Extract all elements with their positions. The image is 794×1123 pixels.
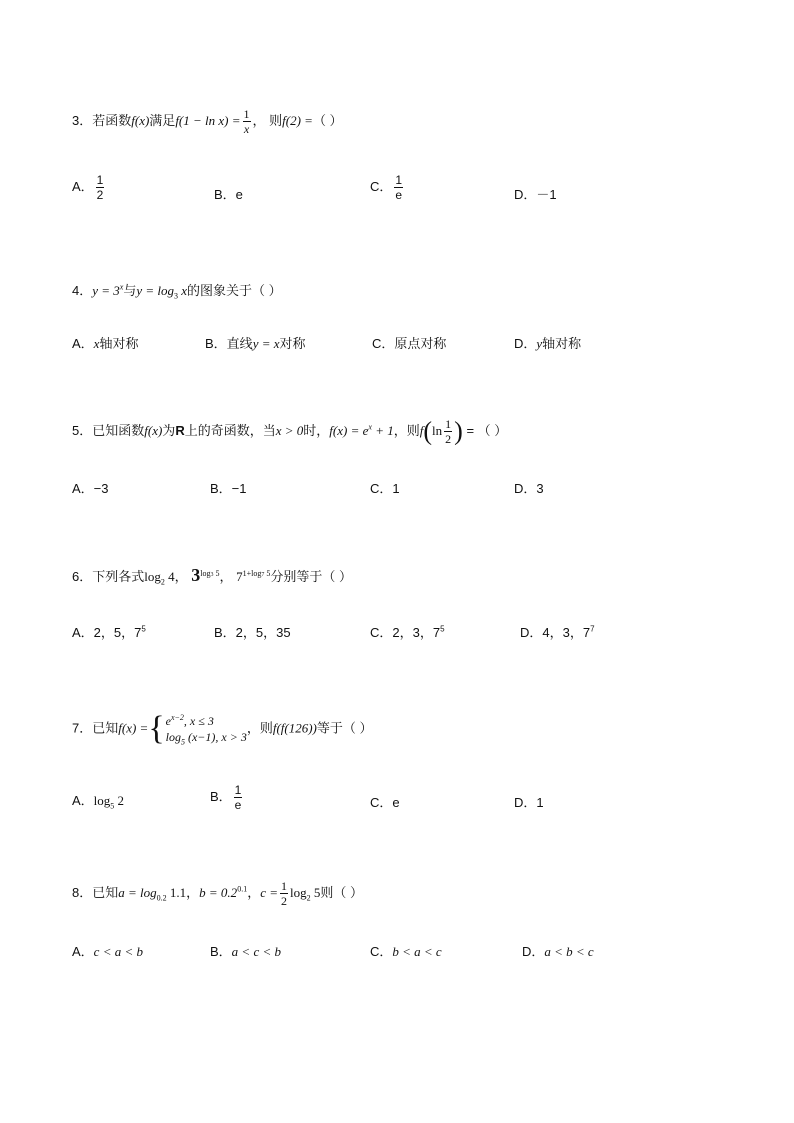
question-7-stem: 7．已知f(x) = { $e^{x-2}$, x ≤ 3 $\log_5 (x-1)$, x > 3 ，则f(f(126))等于（ ） (72, 710, 373, 747)
option-b[interactable]: B．直线y = x对称 (205, 336, 306, 351)
option-a[interactable]: A． $\frac{1}{2}$ (72, 173, 104, 202)
question-7-options (0, 784, 794, 824)
option-d[interactable]: D．1 (514, 795, 544, 810)
question-number: 3． (72, 112, 93, 128)
fraction: $\frac{1}{x}$ (243, 107, 250, 136)
question-5-options (0, 478, 794, 518)
question-4-stem: 4．$y = 3^x$与$y = \log_3 x$的图象关于（ ） (72, 282, 282, 301)
option-b[interactable]: B．e (214, 187, 243, 202)
question-3-stem: 3．若函数f(x)满足f(1 − ln x) = $\frac{1}{x}$ ， 则f(2) =（ ） (72, 107, 343, 136)
option-d[interactable]: D．y轴对称 (514, 336, 582, 351)
option-b[interactable]: B．−1 (210, 481, 247, 496)
option-c[interactable]: C．原点对称 (372, 336, 447, 351)
option-a[interactable]: A．−3 (72, 481, 109, 496)
option-b[interactable]: B． $\frac{1}{e}$ (210, 783, 242, 812)
option-c[interactable]: C．2，3，$7^5$ (370, 624, 445, 640)
option-c[interactable]: C． $\frac{1}{e}$ (370, 173, 403, 202)
option-a[interactable]: A．$\log_5 2$ (72, 793, 125, 811)
question-6-stem: 6．下列各式$\log_2 4$， $3^{log3 5}$， $7^{1+log7 5}$分别等于（ ） (72, 565, 352, 587)
option-c[interactable]: C．1 (370, 481, 400, 496)
option-d[interactable]: D．－1 (514, 187, 557, 202)
option-d[interactable]: D．a < b < c (522, 944, 594, 959)
option-c[interactable]: C．e (370, 795, 400, 810)
question-8-stem: 8．已知$a = \log_{0.2} 1.1$，$b = 0.2^{0.1}$，c = $\frac{1}{2}$ $\log_2 5$则（ ） (72, 879, 363, 908)
question-3-options (0, 174, 794, 214)
option-a[interactable]: A．2，5，$7^5$ (72, 624, 146, 640)
option-d[interactable]: D．4，3，$7^7$ (520, 624, 595, 640)
option-d[interactable]: D．3 (514, 481, 544, 496)
option-b[interactable]: B．a < c < b (210, 944, 281, 959)
option-c[interactable]: C．b < a < c (370, 944, 442, 959)
question-6-options (0, 622, 794, 662)
question-5-stem: 5．已知函数f(x)为R上的奇函数，当x > 0时，$f(x) = e^x + 1$，则f(ln $\frac{1}{2}$ ) = （ ） (72, 416, 508, 446)
option-a[interactable]: A．c < a < b (72, 944, 143, 959)
option-a[interactable]: A．x轴对称 (72, 336, 139, 351)
option-b[interactable]: B．2，5，35 (214, 625, 291, 640)
question-4-options (0, 333, 794, 373)
question-8-options (0, 941, 794, 981)
